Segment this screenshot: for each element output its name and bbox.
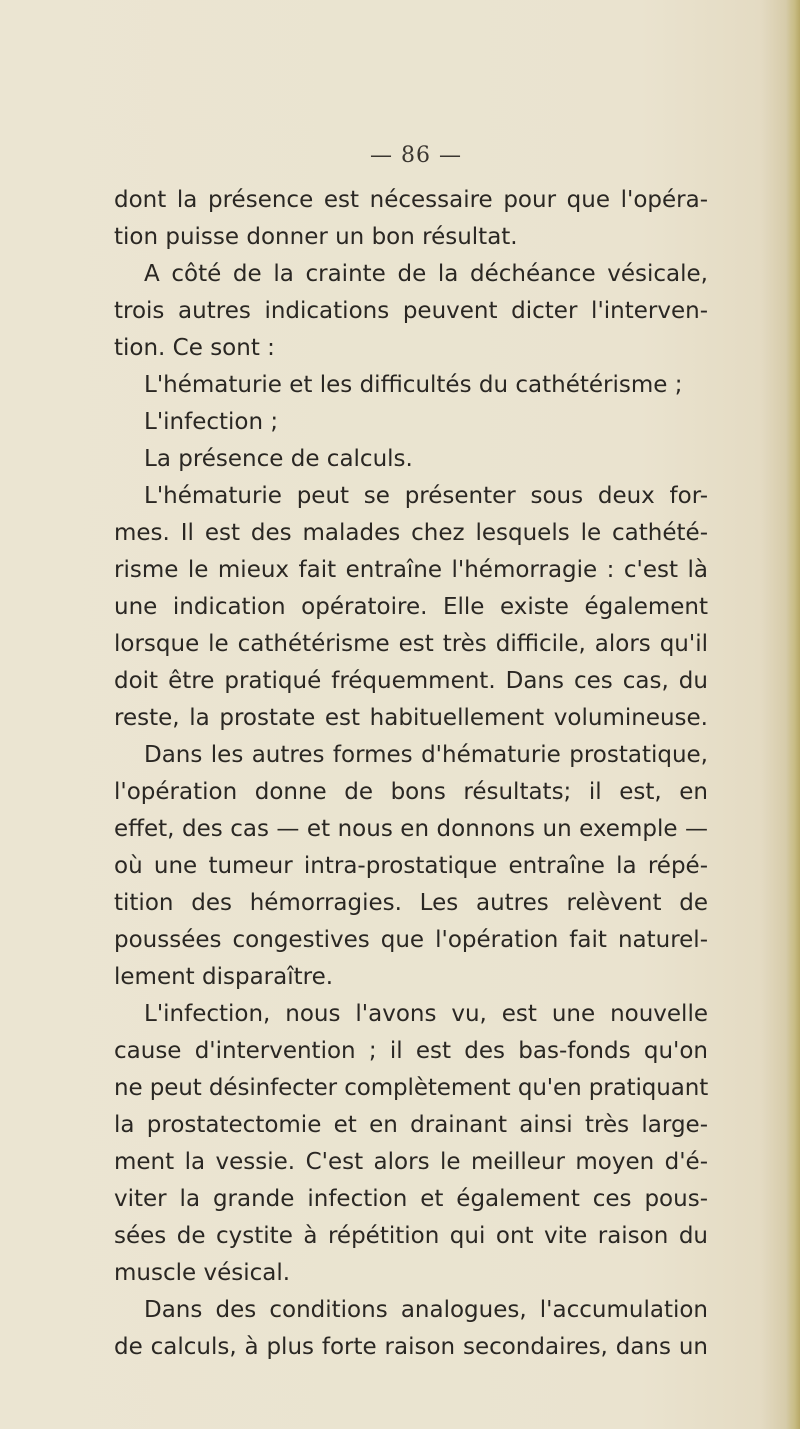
text-line: où une tumeur intra-prostatique entraîne la répé- (114, 853, 708, 879)
text-line: muscle vésical. (114, 1260, 291, 1286)
text-line: poussées congestives que l'opération fait naturel- (114, 927, 708, 953)
text-line: viter la grande infection et également ces pous- (114, 1186, 708, 1212)
text-line: doit être pratiqué fréquemment. Dans ces cas, du (114, 668, 708, 694)
text-line: L'hématurie peut se présenter sous deux for- (144, 483, 708, 509)
text-line: une indication opératoire. Elle existe également (114, 594, 708, 620)
text-line: risme le mieux fait entraîne l'hémorragie : c'est là (114, 557, 708, 583)
text-line: tition des hémorragies. Les autres relèvent de (114, 890, 708, 916)
text-line: lement disparaître. (114, 964, 334, 990)
text-line: trois autres indications peuvent dicter l'interven- (114, 298, 708, 324)
text-line: tion. Ce sont : (114, 335, 275, 361)
text-line: reste, la prostate est habituellement volumineuse. (114, 705, 708, 731)
text-line: Dans des conditions analogues, l'accumulation (144, 1297, 708, 1323)
text-line: cause d'intervention ; il est des bas-fonds qu'on (114, 1038, 708, 1064)
text-line: lorsque le cathétérisme est très difficile, alors qu'il (114, 631, 708, 657)
text-line: de calculs, à plus forte raison secondaires, dans un (114, 1334, 708, 1360)
text-line: l'opération donne de bons résultats; il est, en (114, 779, 708, 805)
text-line: A côté de la crainte de la déchéance vésicale, (144, 261, 708, 287)
page-number: — 86 — (370, 143, 462, 168)
text-line: Dans les autres formes d'hématurie prostatique, (144, 742, 708, 768)
text-line: ne peut désinfecter complètement qu'en pratiquant (114, 1075, 709, 1101)
text-line: L'infection, nous l'avons vu, est une nouvelle (144, 1001, 708, 1027)
text-line: La présence de calculs. (144, 446, 413, 472)
text-line: L'hématurie et les difficultés du cathétérisme ; (144, 372, 683, 398)
page-edge-shadow (786, 0, 800, 1429)
text-line: sées de cystite à répétition qui ont vite raison du (114, 1223, 708, 1249)
text-line: L'infection ; (144, 409, 279, 435)
text-line: tion puisse donner un bon résultat. (114, 224, 518, 250)
text-line: ment la vessie. C'est alors le meilleur moyen d'é- (114, 1149, 708, 1175)
text-line: la prostatectomie et en drainant ainsi très large- (114, 1112, 708, 1138)
text-line: dont la présence est nécessaire pour que l'opéra- (114, 187, 708, 213)
body-text (114, 182, 708, 1366)
text-line: effet, des cas — et nous en donnons un exemple — (114, 816, 708, 842)
text-line: mes. Il est des malades chez lesquels le cathété- (114, 520, 708, 546)
